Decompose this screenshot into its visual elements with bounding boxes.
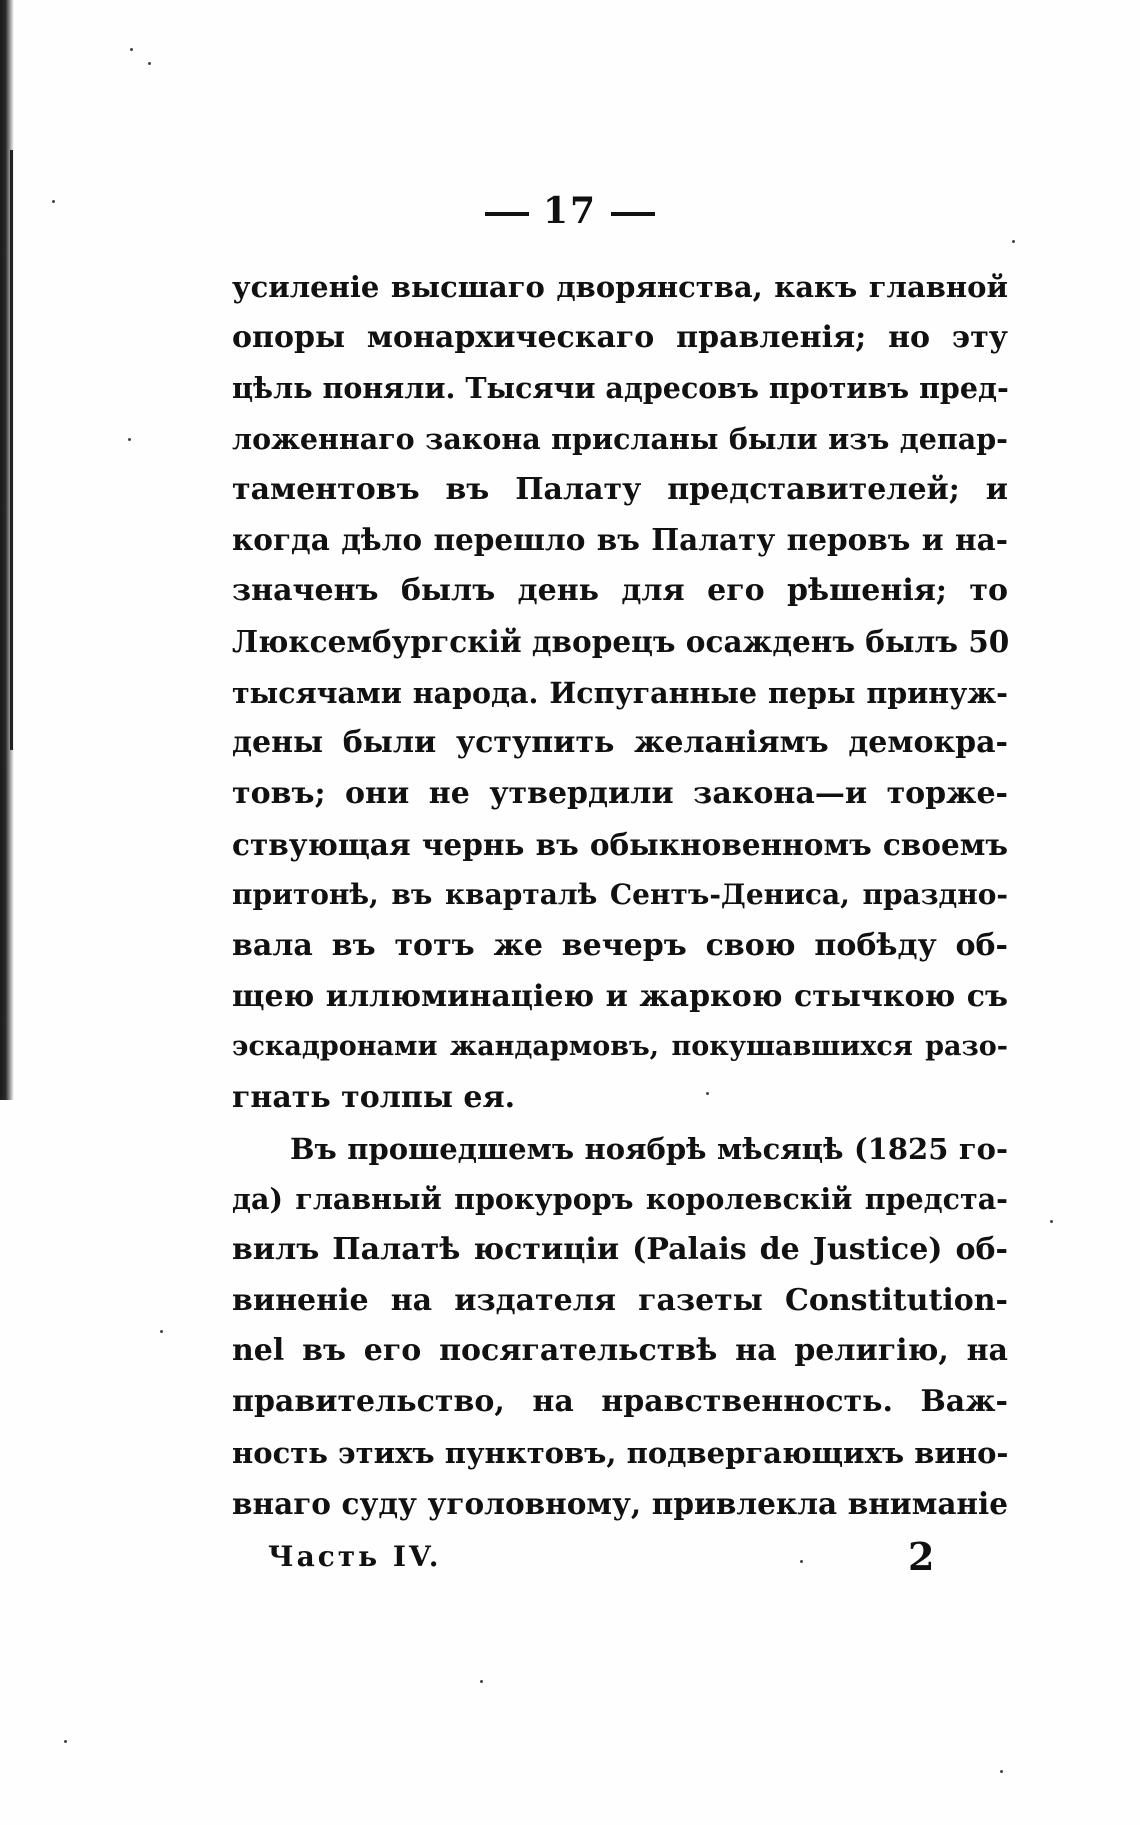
text-line: щею иллюминаціею и жаркою стычкою съ [232,978,1008,1014]
paper-speck [800,1560,803,1563]
text-line: ложеннаго закона присланы были изъ депар- [232,422,1008,457]
text-line: да) главный прокуроръ королевскій предста- [232,1182,1008,1217]
text-line: опоры монархическаго правленія; но эту [232,319,1008,355]
text-line: внаго суду уголовному, привлекла вниманіе [232,1485,1008,1521]
page-number-dash-left [485,212,529,216]
text-line: эскадронами жандармовъ, покушавшихся разо- [232,1031,1008,1063]
text-line: правительство, на нравственность. Важ- [232,1384,1008,1420]
body-text [232,262,1008,1529]
paper-speck [480,1680,483,1683]
text-line: цѣль поняли. Тысячи адресовъ противъ пред- [232,371,1009,406]
paragraph-start-line: Въ прошедшемъ ноябрѣ мѣсяцѣ (1825 го- [290,1131,1008,1166]
paper-speck [706,1092,709,1095]
text-line: таментовъ въ Палату представителей; и [232,471,1008,507]
paragraph-end-line: гнать толпы ея. [232,1080,516,1115]
text-line: тысячами народа. Испуганные перы принуж- [232,675,1008,710]
text-line: усиленіе высшаго дворянства, какъ главной [232,270,1008,304]
text-line: вала въ тотъ же вечеръ свою побѣду об- [232,927,1008,963]
text-line: значенъ былъ день для его рѣшенія; то [232,573,1008,609]
paper-speck [64,1740,67,1743]
text-line: nel въ его посягательствѣ на религію, на [232,1333,1008,1369]
text-line: товъ; они не утвердили закона—и торже- [232,775,1008,811]
paper-speck [130,48,133,51]
page-number-dash-right [611,212,655,216]
paper-speck [160,1330,163,1333]
signature-mark-label: Часть IV. [268,1540,442,1573]
paper-speck [148,62,151,65]
text-line: когда дѣло перешло въ Палату перовъ и на- [232,522,1008,558]
paper-speck [128,438,131,441]
paper-speck [1012,240,1015,243]
paper-speck [1050,1220,1053,1223]
signature-number: 2 [908,1534,935,1579]
text-line: вилъ Палатѣ юстиціи (Palais de Justice) об- [232,1232,1008,1268]
text-line: притонѣ, въ кварталѣ Сентъ-Дениса, праздно- [232,878,1008,912]
text-line: дены были уступить желаніямъ демокра- [232,725,1008,761]
text-line: виненіе на издателя газеты Constitution- [232,1282,1008,1318]
text-line: ствующая чернь въ обыкновенномъ своемъ [232,826,1008,862]
paper-speck [52,200,55,203]
page-footer [268,1534,968,1590]
page-number [0,190,1140,232]
page-number-value: 17 [542,190,598,232]
paper-speck [1000,1770,1003,1773]
binding-line [10,150,13,750]
text-line: ность этихъ пунктовъ, подвергающихъ вино- [232,1435,1009,1470]
text-line: Люксембургскій дворецъ осажденъ былъ 50 [232,623,1010,659]
